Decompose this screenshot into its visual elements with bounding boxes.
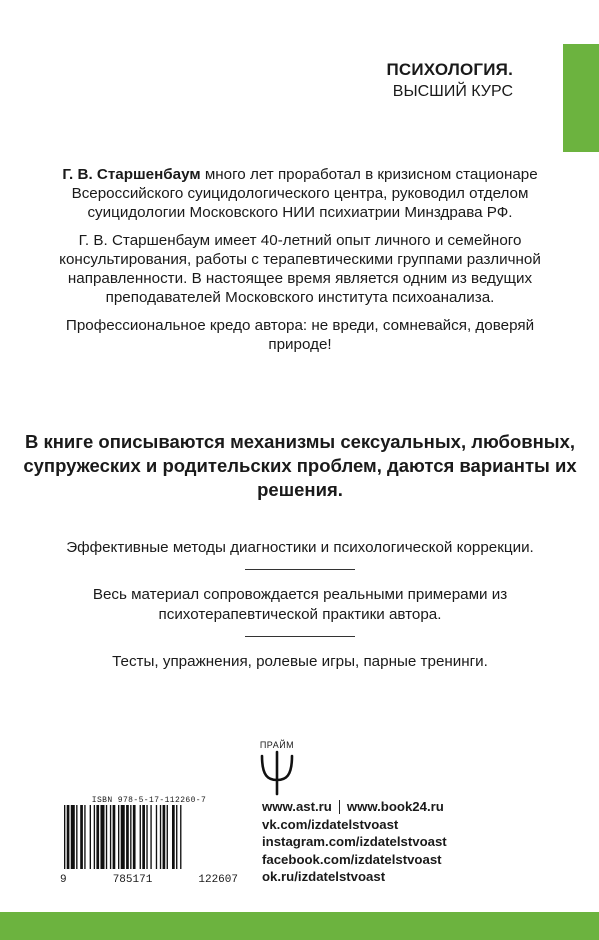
website-link-ast: www.ast.ru: [262, 799, 332, 814]
bio-paragraph-1-text: много лет проработал в кризисном стационаре Всероссийского суицидологического центра, руководил отделом суицидологии Московского НИИ психиатрии Минздрава РФ.: [71, 166, 538, 221]
series-label: [386, 60, 513, 101]
feature-item-1: Эффективные методы диагностики и психологической коррекции.: [66, 539, 534, 556]
website-row: [262, 798, 447, 816]
bottom-color-band: [0, 912, 599, 940]
publisher-logo: [254, 740, 300, 798]
feature-item-2: Весь материал сопровождается реальными примерами из психотерапевтической практики автора.: [92, 586, 508, 623]
bio-paragraph-2: Г. В. Старшенбаум имеет 40-летний опыт личного и семейного консультирования, работы с терапевтическими группами различной направленности. В настоящее время является одним из ведущих преподавателей Московского института психоанализа.: [59, 232, 541, 306]
isbn-barcode: [60, 796, 238, 884]
author-name: Г. В. Старшенбаум: [62, 166, 201, 183]
publisher-logo-text: ПРАЙМ: [259, 740, 295, 750]
barcode-digits-group-1: 785171: [112, 874, 153, 886]
bio-paragraph-3: Профессиональное кредо автора: не вреди, сомневайся, доверяй природе!: [65, 317, 535, 353]
link-separator: [339, 800, 340, 814]
author-bio: [40, 165, 560, 363]
instagram-link: instagram.com/izdatelstvoast: [262, 834, 447, 849]
divider: [245, 569, 355, 570]
feature-item-3: Тесты, упражнения, ролевые игры, парные тренинги.: [112, 653, 488, 670]
website-link-book24: www.book24.ru: [346, 799, 444, 814]
barcode-digits: [60, 874, 238, 886]
publisher-links: [262, 798, 447, 886]
book-headline: В книге описываются механизмы сексуальных, любовных, супружеских и родительских проблем, даются варианты их решения.: [23, 431, 577, 500]
series-color-tab: [563, 44, 599, 152]
series-title: ПСИХОЛОГИЯ.: [386, 60, 513, 79]
psi-logo-icon: [254, 750, 300, 796]
barcode-digits-group-2: 122607: [198, 874, 238, 886]
facebook-link: facebook.com/izdatelstvoast: [262, 851, 442, 867]
vk-link: vk.com/izdatelstvoast: [262, 816, 399, 832]
divider: [245, 636, 355, 637]
series-subtitle: ВЫСШИЙ КУРС: [392, 83, 513, 100]
bio-paragraph-1: [40, 165, 560, 222]
feature-list: [20, 538, 580, 672]
ok-link: ok.ru/izdatelstvoast: [262, 869, 386, 884]
barcode-icon: [60, 805, 238, 869]
isbn-number: ISBN 978-5-17-112260-7: [91, 796, 207, 805]
barcode-digit-first: 9: [60, 874, 67, 886]
